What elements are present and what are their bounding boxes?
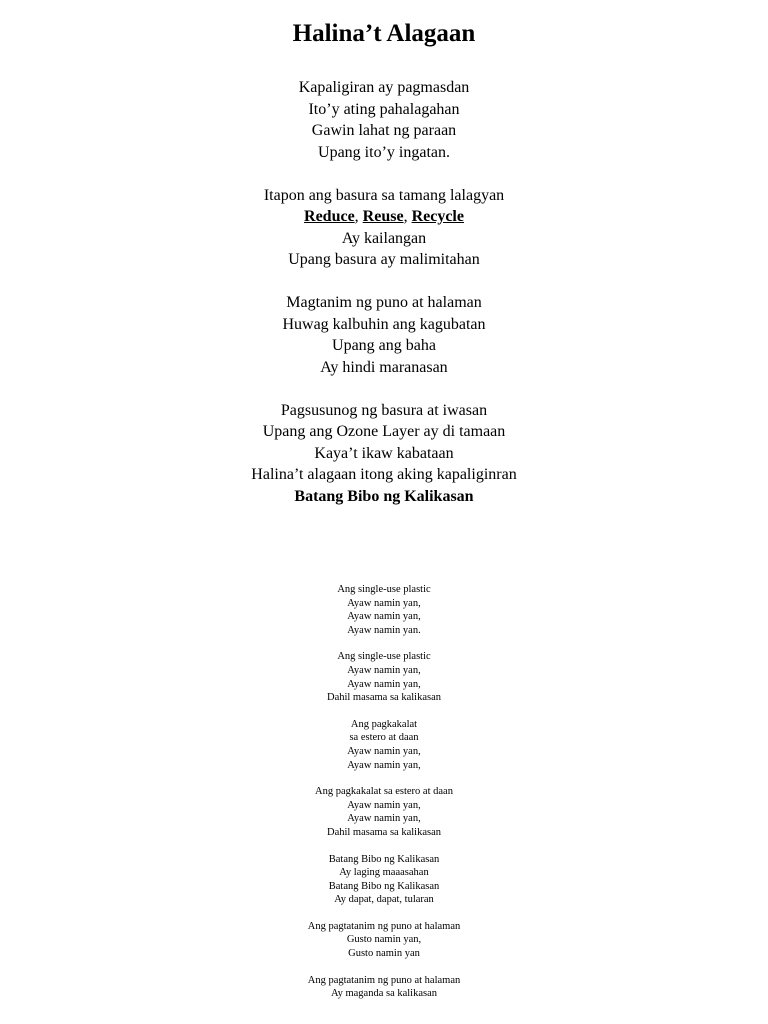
song-line: Ang pagtatanim ng puno at halaman: [307, 920, 461, 932]
poem-line: Ay kailangan: [341, 229, 427, 247]
song-line: Ang single-use plastic: [337, 651, 431, 663]
reduce-word: Reduce: [304, 208, 355, 225]
poem-line: Kapaligiran ay pagmasdan: [298, 79, 470, 96]
song-line: Ay maganda sa kalikasan: [330, 988, 438, 1000]
poem-line: Upang ang baha: [332, 337, 436, 354]
song-line: Ayaw namin yan,: [347, 664, 421, 676]
reduce-reuse-recycle-line: [0, 206, 768, 228]
separator: ,: [354, 208, 363, 225]
song-line: Batang Bibo ng Kalikasan: [328, 853, 440, 865]
poem-line: Upang basura ay malimitahan: [288, 251, 480, 268]
recycle-word: Recycle: [411, 208, 464, 225]
separator: ,: [403, 208, 412, 225]
poem-body: [0, 77, 768, 529]
song-stanza-4: [0, 785, 768, 839]
poem-line: Itapon ang basura sa tamang lalagyan: [263, 186, 505, 204]
song-line: Ang pagtatanim ng puno at halaman: [307, 974, 461, 986]
song-line: Ayaw namin yan,: [347, 759, 421, 771]
song-line: Ayaw namin yan,: [347, 813, 421, 825]
song-stanza-2: [0, 650, 768, 704]
poem-line: Upang ito’y ingatan.: [318, 143, 450, 161]
poem-signature: Batang Bibo ng Kalikasan: [294, 487, 474, 505]
song-line: Ang pagkakalat sa estero at daan: [315, 786, 453, 798]
poem-stanza-1: [0, 77, 768, 163]
poem-line: Halina’t alagaan itong aking kapaliginran: [251, 466, 517, 483]
poem-line: Upang ang Ozone Layer ay di tamaan: [262, 423, 506, 440]
song-line: Dahil masama sa kalikasan: [326, 692, 441, 704]
song-line: Ang pagkakalat: [350, 718, 418, 730]
song-line: Ay dapat, dapat, tularan: [334, 894, 434, 906]
song-line: Gusto namin yan,: [346, 934, 422, 946]
song-line: Ayaw namin yan,: [347, 597, 421, 609]
poem-line: Gawin lahat ng paraan: [311, 122, 457, 139]
song-stanza-3: [0, 718, 768, 772]
song-line: Ayaw namin yan,: [347, 611, 421, 623]
song-line: Ay laging maaasahan: [339, 867, 429, 879]
song-line: Ayaw namin yan,: [347, 745, 421, 757]
poem-title: Halina’t Alagaan: [292, 20, 476, 47]
song-line: Ayaw namin yan,: [347, 799, 421, 811]
song-line: Ang single-use plastic: [337, 584, 431, 595]
poem-line: Pagsusunog ng basura at iwasan: [280, 401, 488, 419]
poem-stanza-2: [0, 185, 768, 271]
song-stanza-7: [0, 974, 768, 1001]
poem-stanza-3: [0, 292, 768, 378]
song-line: Ayaw namin yan,: [347, 678, 421, 690]
reuse-word: Reuse: [362, 208, 404, 225]
song-body: [0, 583, 768, 1014]
song-line: Ayaw namin yan.: [347, 624, 421, 636]
song-line: Batang Bibo ng Kalikasan: [328, 880, 440, 892]
song-stanza-6: [0, 920, 768, 961]
poem-line: Huwag kalbuhin ang kagubatan: [282, 315, 486, 333]
song-line: Dahil masama sa kalikasan: [326, 826, 441, 838]
poem-line: Ay hindi maranasan: [320, 358, 448, 376]
song-stanza-1: [0, 583, 768, 637]
poem-line: Magtanim ng puno at halaman: [286, 294, 482, 311]
song-line: Gusto namin yan: [348, 948, 420, 960]
poem-line: Kaya’t ikaw kabataan: [314, 444, 454, 462]
song-stanza-5: [0, 853, 768, 907]
poem-line: Ito’y ating pahalagahan: [308, 100, 460, 118]
poem-stanza-4: [0, 400, 768, 508]
song-line: sa estero at daan: [349, 732, 419, 744]
